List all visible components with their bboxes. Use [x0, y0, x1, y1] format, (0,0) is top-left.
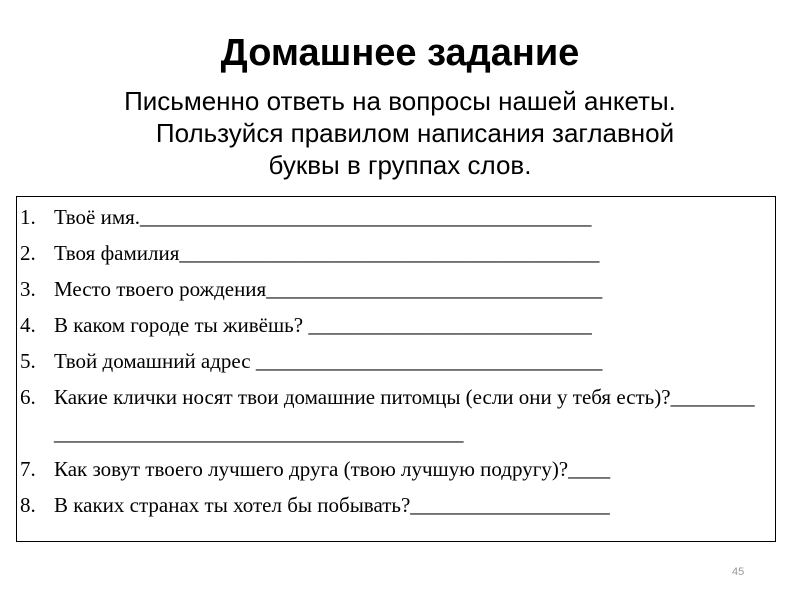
question-text: Какие клички носят твои домашние питомцы (если они у тебя есть)?_______________________________________________ [54, 385, 755, 445]
question-text: В каких странах ты хотел бы побывать?___________________ [54, 493, 610, 517]
question-number: 7. [20, 457, 36, 481]
instructions-line-1: Письменно ответь на вопросы нашей анкеты. [124, 86, 676, 116]
question-item-1 [16, 199, 776, 235]
question-item-4 [16, 307, 776, 343]
question-item-7 [16, 451, 776, 487]
question-number: 8. [20, 493, 36, 517]
instructions [50, 85, 750, 181]
question-text: Место твоего рождения________________________________ [54, 277, 603, 301]
question-number: 1. [20, 205, 36, 229]
question-number: 5. [20, 349, 36, 373]
question-item-5 [16, 343, 776, 379]
question-text: Твой домашний адрес _________________________________ [54, 349, 603, 373]
question-text: В каком городе ты живёшь? ___________________________ [54, 313, 592, 337]
slide-title: Домашнее задание [220, 32, 580, 74]
question-item-2 [16, 235, 776, 271]
question-text: Как зовут твоего лучшего друга (твою лучшую подругу)?____ [54, 457, 611, 481]
question-item-6 [16, 379, 776, 451]
question-item-8 [16, 487, 776, 523]
question-number: 2. [20, 241, 36, 265]
question-number: 6. [20, 385, 36, 409]
questionnaire-list [16, 199, 776, 523]
question-text: Твоё имя.___________________________________________ [54, 205, 592, 229]
question-text: Твоя фамилия________________________________________ [54, 241, 600, 265]
question-number: 3. [20, 277, 36, 301]
question-item-3 [16, 271, 776, 307]
instructions-line-3: буквы в группах слов. [268, 150, 532, 180]
instructions-line-2: Пользуйся правилом написания заглавной [155, 118, 675, 148]
question-number: 4. [20, 313, 36, 337]
page-number: 45 [732, 566, 745, 578]
